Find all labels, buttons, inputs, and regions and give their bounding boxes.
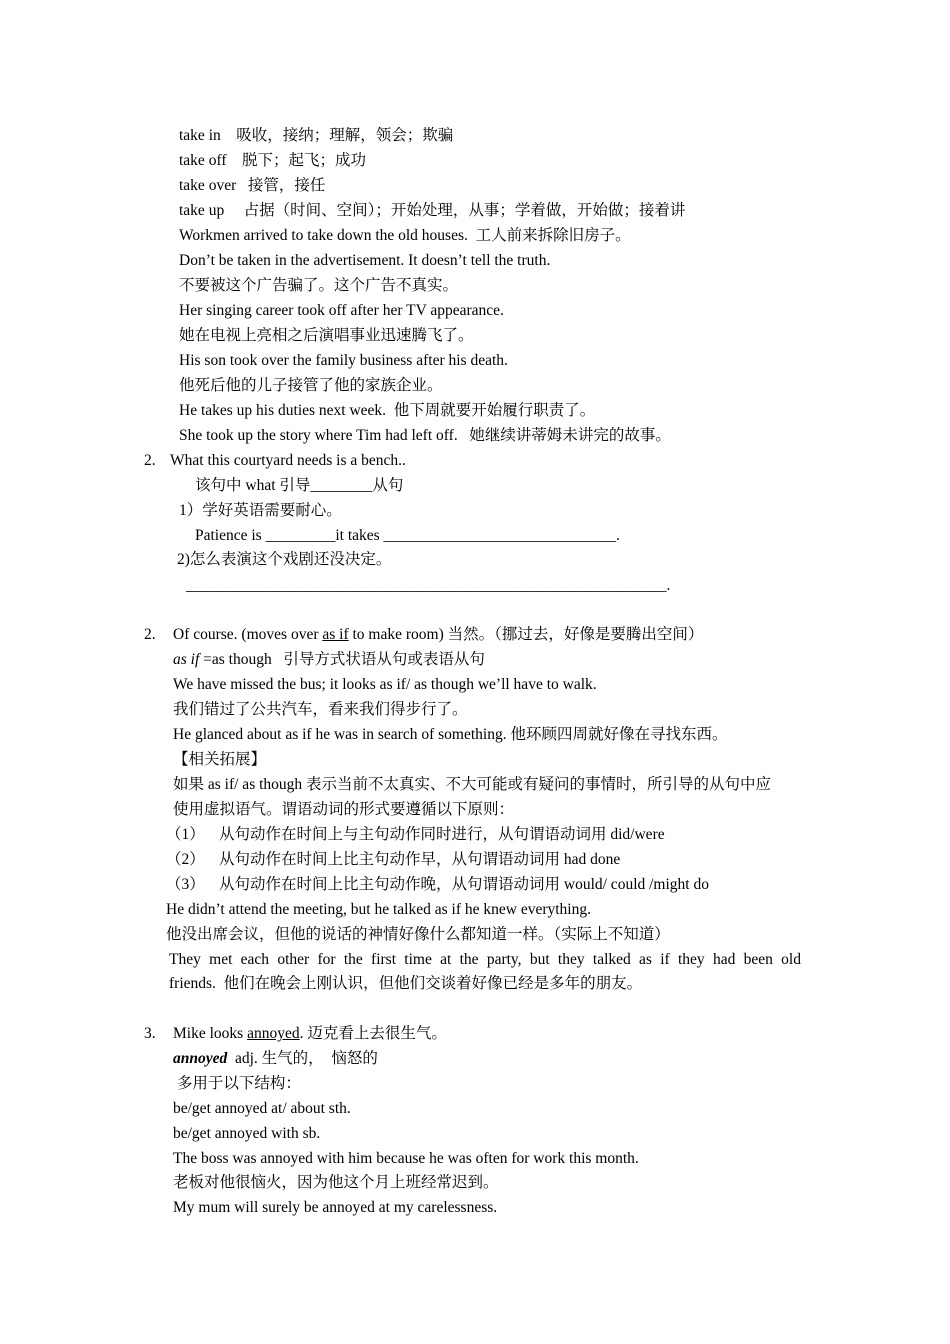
example-line: The boss was annoyed with him because he was often for work this month. [173, 1150, 639, 1167]
phrase-take-in: take in 吸收，接纳；理解，领会；欺骗 [179, 127, 454, 144]
example-line: 他没出席会议，但他的说话的神情好像什么都知道一样。（实际上不知道） [166, 926, 670, 943]
phrase-take-off: take off 脱下；起飞；成功 [179, 152, 366, 169]
example-line: friends. 他们在晚会上刚认识，但他们交谈着好像已经是多年的朋友。 [169, 975, 643, 992]
term: as if [173, 651, 200, 668]
underlined-term: as if [322, 626, 349, 643]
rule-number: （1） [166, 826, 205, 843]
note-heading: 【相关拓展】 [173, 751, 267, 768]
rule-number: （2） [166, 851, 205, 868]
structure-line: be/get annoyed at/ about sth. [173, 1100, 351, 1117]
item-number: 3. [144, 1025, 156, 1042]
example-line: They met each other for the first time at the party, but they talked as if they had been old [169, 951, 801, 968]
exercise-en: Patience is _________it takes ______________________________. [195, 527, 620, 544]
term: annoyed [173, 1050, 228, 1067]
note-line: 我们错过了公共汽车，看来我们得步行了。 [173, 701, 468, 718]
example-line: 不要被这个广告骗了。这个广告不真实。 [179, 277, 459, 294]
example-line: 她在电视上亮相之后演唱事业迅速腾飞了。 [179, 327, 474, 344]
item-sentence: Mike looks annoyed. 迈克看上去很生气。 [173, 1025, 447, 1042]
underlined-term: annoyed [247, 1025, 300, 1042]
example-line: 他死后他的儿子接管了他的家族企业。 [179, 377, 443, 394]
note-line: 使用虚拟语气。谓语动词的形式要遵循以下原则： [173, 801, 515, 818]
rule-text: 从句动作在时间上比主句动作晚，从句谓语动词用 would/ could /might do [219, 876, 709, 893]
note-line: He glanced about as if he was in search of something. 他环顾四周就好像在寻找东西。 [173, 726, 728, 743]
example-line: He takes up his duties next week. 他下周就要开始履行职责了。 [179, 402, 596, 419]
rule-text: 从句动作在时间上与主句动作同时进行，从句谓语动词用 did/were [219, 826, 665, 843]
item-sentence: Of course. (moves over as if to make room) 当然。（挪过去，好像是要腾出空间） [173, 626, 704, 643]
item-sentence: What this courtyard needs is a bench.. [170, 452, 406, 469]
exercise-cn: 1）学好英语需要耐心。 [179, 502, 342, 519]
example-line: My mum will surely be annoyed at my carelessness. [173, 1199, 498, 1216]
note-line: We have missed the bus; it looks as if/ as though we’ll have to walk. [173, 676, 597, 693]
note-line: 多用于以下结构： [173, 1075, 301, 1092]
structure-line: be/get annoyed with sb. [173, 1125, 321, 1142]
phrase-take-up: take up 占据（时间、空间）；开始处理，从事；学着做，开始做；接着讲 [179, 202, 686, 219]
rule-text: 从句动作在时间上比主句动作早，从句谓语动词用 had done [219, 851, 621, 868]
example-line: She took up the story where Tim had left off. 她继续讲蒂姆未讲完的故事。 [179, 427, 671, 444]
example-line: Don’t be taken in the advertisement. It doesn’t tell the truth. [179, 252, 551, 269]
term-definition: annoyed adj. 生气的， 恼怒的 [173, 1050, 378, 1067]
rule-number: （3） [166, 876, 205, 893]
item-number: 2. [144, 452, 156, 469]
term-definition: as if =as though 引导方式状语从句或表语从句 [173, 651, 485, 668]
example-line: 老板对他很恼火，因为他这个月上班经常迟到。 [173, 1174, 499, 1191]
note-line: 如果 as if/ as though 表示当前不太真实、不大可能或有疑问的事情时，所引导的从句中应 [173, 776, 772, 793]
exercise-cn: 2)怎么表演这个戏剧还没决定。 [177, 551, 392, 568]
phrase-take-over: take over 接管，接任 [179, 177, 326, 194]
example-line: Her singing career took off after her TV appearance. [179, 302, 504, 319]
example-line: He didn’t attend the meeting, but he talked as if he knew everything. [166, 901, 591, 918]
answer-blank: ______________________________________________________________. [186, 577, 671, 594]
item-number: 2. [144, 626, 156, 643]
example-line: His son took over the family business after his death. [179, 352, 508, 369]
example-line: Workmen arrived to take down the old houses. 工人前来拆除旧房子。 [179, 227, 631, 244]
question-line: 该句中 what 引导________从句 [195, 477, 404, 494]
